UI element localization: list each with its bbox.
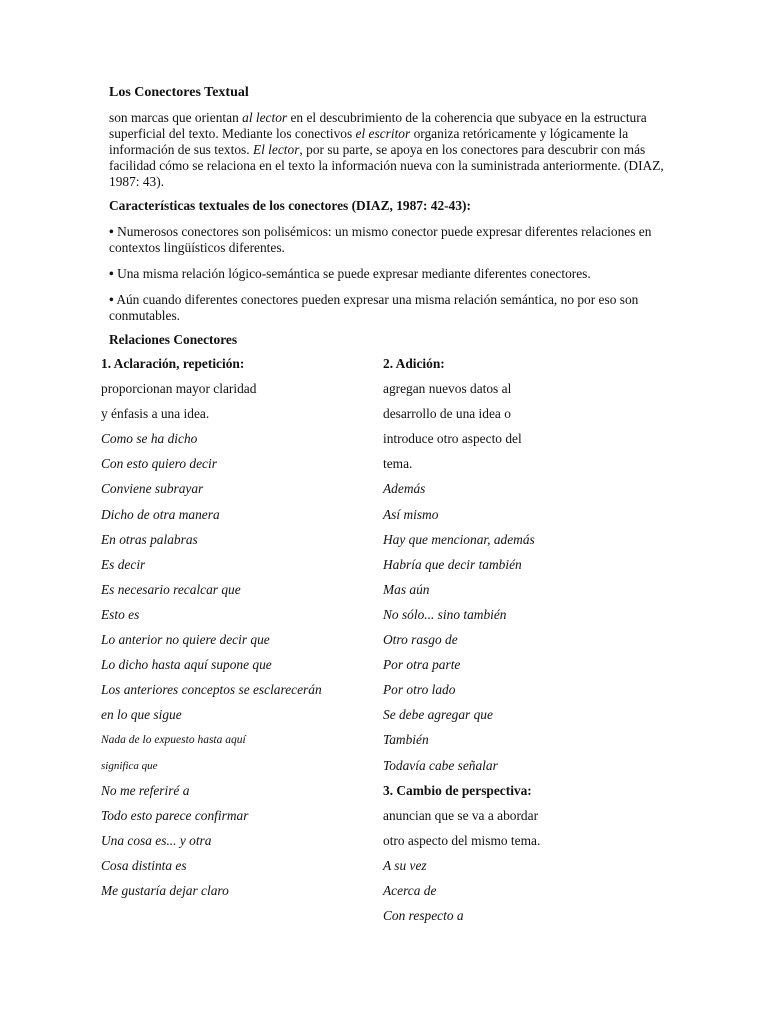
description-line: desarrollo de una idea o (383, 406, 511, 422)
connector-item: Conviene subrayar (101, 481, 204, 497)
connector-item: Como se ha dicho (101, 431, 198, 447)
connector-item: También (383, 732, 429, 748)
connector-item: Todo esto parece confirmar (101, 807, 249, 823)
bullet-item (109, 292, 664, 324)
intro-text-4: , por su parte, se apoya en los conectores para descubrir con más facilidad cómo se relaciona en el texto la información nueva con la suministrada anteriormente. (DIAZ, 1987: 43). (109, 142, 664, 189)
connector-item: Esto es (101, 606, 140, 622)
characteristics-heading: Características textuales de los conectores (DIAZ, 1987: 42-43): (109, 198, 471, 213)
connector-item: A su vez (383, 857, 427, 873)
connector-item: Habría que decir también (383, 556, 522, 572)
connector-item: Me gustaría dejar claro (101, 882, 229, 898)
connector-item: Los anteriores conceptos se esclarecerán (101, 682, 322, 698)
connector-item: Todavía cabe señalar (383, 757, 498, 773)
intro-emphasis-lector: El lector (252, 142, 300, 157)
connector-item: Además (383, 481, 426, 497)
connector-item: Mas aún (383, 581, 430, 597)
bullet-icon: • (109, 224, 114, 239)
description-line: introduce otro aspecto del (383, 431, 522, 447)
connector-item: Por otra parte (383, 657, 461, 673)
connector-item: No me referiré a (101, 782, 190, 798)
connector-item: Dicho de otra manera (101, 506, 220, 522)
connector-item: Lo dicho hasta aquí supone que (101, 657, 272, 673)
connector-item: Por otro lado (383, 682, 456, 698)
left-column (101, 355, 371, 907)
connector-item: No sólo... sino también (383, 606, 507, 622)
right-column (383, 355, 653, 932)
intro-emphasis-writer: el escritor (355, 126, 411, 141)
connector-item: Otro rasgo de (383, 632, 458, 648)
intro-text-1: son marcas que orientan (109, 110, 243, 125)
description-line: anuncian que se va a abordar (383, 807, 539, 823)
bullet-text: Una misma relación lógico-semántica se puede expresar mediante diferentes conectores. (117, 266, 591, 281)
connector-item: Acerca de (383, 882, 437, 898)
intro-emphasis-reader: al lector (242, 110, 288, 125)
bullet-icon: • (109, 292, 114, 307)
connector-item: en lo que sigue (101, 707, 182, 723)
bullet-icon: • (109, 266, 114, 281)
intro-text-3: organiza retóricamente y lógicamente la información de sus textos. (109, 126, 629, 157)
connector-item: Nada de lo expuesto hasta aquí (101, 734, 246, 747)
intro-paragraph (109, 110, 664, 190)
connector-item: Una cosa es... y otra (101, 832, 212, 848)
connector-item: Así mismo (383, 506, 439, 522)
description-line: y énfasis a una idea. (101, 406, 210, 422)
connector-item: Hay que mencionar, además (383, 531, 535, 547)
connector-item: Es decir (101, 556, 146, 572)
section-heading-addition: 2. Adición: (383, 356, 445, 371)
bullet-text: Aún cuando diferentes conectores pueden expresar una misma relación semántica, no por eso son conmutables. (109, 292, 639, 323)
connector-item: Es necesario recalcar que (101, 581, 241, 597)
relations-heading: Relaciones Conectores (109, 332, 238, 347)
section-heading-clarification: 1. Aclaración, repetición: (101, 356, 245, 371)
description-line: otro aspecto del mismo tema. (383, 832, 541, 848)
bullet-item (109, 266, 664, 282)
document-title: Los Conectores Textual (109, 85, 249, 100)
description-line: agregan nuevos datos al (383, 381, 512, 397)
connector-item: Con esto quiero decir (101, 456, 217, 472)
intro-text-2: en el descubrimiento de la coherencia que subyace en la estructura superficial del texto. Mediante los conectivos (109, 110, 647, 141)
description-line: proporcionan mayor claridad (101, 381, 257, 397)
connector-item: Se debe agregar que (383, 707, 493, 723)
connector-item: En otras palabras (101, 531, 198, 547)
connector-item: Lo anterior no quiere decir que (101, 632, 270, 648)
section-heading-perspective: 3. Cambio de perspectiva: (383, 782, 532, 798)
connector-item: Cosa distinta es (101, 857, 187, 873)
connector-item: Con respecto a (383, 908, 464, 924)
bullet-text: Numerosos conectores son polisémicos: un mismo conector puede expresar diferentes relaciones en contextos lingüísticos diferentes. (109, 224, 652, 255)
description-line: tema. (383, 456, 413, 472)
bullet-item (109, 224, 664, 256)
connector-item: significa que (101, 759, 158, 772)
